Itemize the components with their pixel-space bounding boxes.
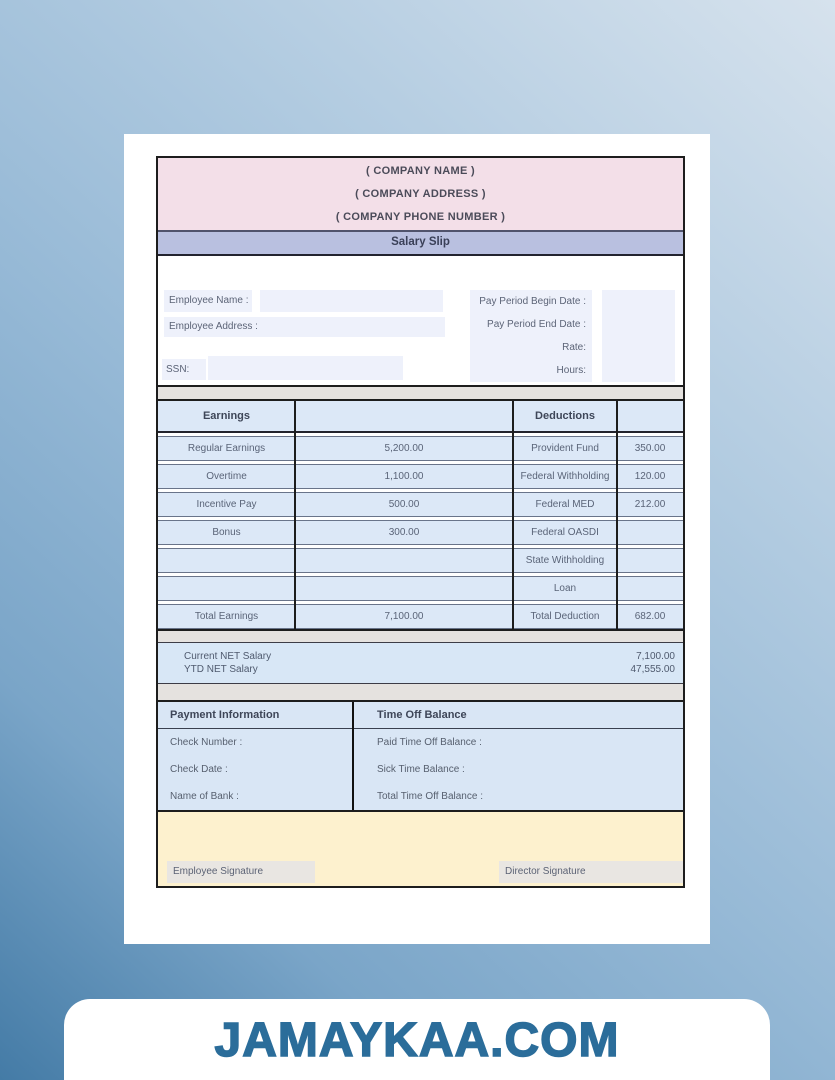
total-deduction-amount: 682.00 — [634, 611, 666, 622]
deduction-amount — [617, 577, 683, 600]
ssn-label: SSN: — [162, 359, 206, 380]
pay-period-values-field[interactable] — [602, 290, 675, 382]
company-name: ( COMPANY NAME ) — [366, 164, 475, 177]
table-row — [158, 520, 683, 545]
earning-amount: 300.00 — [388, 527, 420, 538]
current-net-salary-value: 7,100.00 — [636, 651, 675, 662]
brand-banner — [64, 999, 770, 1080]
total-earnings-amount: 7,100.00 — [384, 611, 424, 622]
earning-amount — [295, 549, 513, 572]
time-off-header: Time Off Balance — [377, 709, 467, 721]
company-address: ( COMPANY ADDRESS ) — [355, 187, 486, 200]
earning-amount: 1,100.00 — [384, 471, 424, 482]
current-net-salary-label: Current NET Salary — [184, 651, 272, 662]
deduction-label: Federal MED — [535, 499, 595, 510]
deduction-amount: 350.00 — [634, 443, 666, 454]
salary-slip-document — [156, 156, 685, 888]
net-salary-section — [158, 642, 683, 684]
earnings-deductions-table — [158, 399, 683, 629]
earning-label: Overtime — [206, 471, 247, 482]
earning-label — [158, 549, 295, 572]
section-divider — [158, 629, 683, 642]
payment-info-header: Payment Information — [170, 709, 280, 721]
total-deduction-label: Total Deduction — [530, 611, 600, 622]
company-header — [158, 158, 683, 230]
ytd-net-salary-label: YTD NET Salary — [184, 664, 258, 675]
employee-signature-box: Employee Signature — [167, 861, 315, 883]
pay-period-end-label: Pay Period End Date : — [487, 318, 586, 330]
employee-name-field[interactable] — [260, 290, 443, 312]
earning-amount: 5,200.00 — [384, 443, 424, 454]
salary-slip-page — [124, 134, 710, 944]
deduction-amount: 120.00 — [634, 471, 666, 482]
table-row — [158, 576, 683, 601]
section-divider — [158, 684, 683, 702]
deduction-label: State Withholding — [525, 555, 605, 566]
earning-amount — [295, 577, 513, 600]
deductions-header: Deductions — [535, 410, 595, 422]
ssn-field[interactable] — [208, 356, 403, 380]
table-total-row — [158, 604, 683, 629]
deduction-label: Loan — [553, 583, 577, 594]
payment-timeoff-section — [158, 702, 683, 810]
table-column-divider — [512, 401, 514, 629]
ytd-net-salary-value: 47,555.00 — [630, 664, 675, 675]
total-earnings-label: Total Earnings — [194, 611, 259, 622]
employee-address-field[interactable] — [263, 317, 445, 337]
earning-label: Regular Earnings — [187, 443, 266, 454]
hours-label: Hours: — [556, 364, 586, 376]
section-divider — [158, 385, 683, 399]
rate-label: Rate: — [562, 341, 586, 353]
deduction-label: Provident Fund — [531, 443, 599, 454]
deduction-amount — [617, 521, 683, 544]
section-column-divider — [352, 702, 354, 810]
bank-name-label: Name of Bank : — [170, 791, 239, 802]
pay-period-labels — [470, 290, 592, 382]
company-phone: ( COMPANY PHONE NUMBER ) — [335, 210, 506, 223]
deduction-label: Federal OASDI — [531, 527, 599, 538]
table-column-divider — [294, 401, 296, 629]
table-row — [158, 492, 683, 517]
deduction-label: Federal Withholding — [520, 471, 610, 482]
table-row — [158, 464, 683, 489]
employee-address-label: Employee Address : — [164, 317, 263, 337]
brand-name: JAMAYKAA.COM — [214, 1014, 620, 1067]
signature-section — [158, 810, 683, 886]
earning-label — [158, 577, 295, 600]
paid-time-off-label: Paid Time Off Balance : — [377, 737, 482, 748]
table-column-divider — [616, 401, 618, 629]
earnings-header: Earnings — [202, 410, 251, 422]
sick-time-label: Sick Time Balance : — [377, 764, 465, 775]
deduction-amount: 212.00 — [634, 499, 666, 510]
check-number-label: Check Number : — [170, 737, 243, 748]
table-header-row — [158, 401, 683, 433]
pay-period-begin-label: Pay Period Begin Date : — [479, 295, 586, 307]
table-row — [158, 436, 683, 461]
deduction-amount — [617, 549, 683, 572]
earning-label: Incentive Pay — [196, 499, 257, 510]
check-date-label: Check Date : — [170, 764, 228, 775]
document-title: Salary Slip — [158, 230, 683, 256]
employee-name-label: Employee Name : — [164, 290, 252, 312]
earning-label: Bonus — [212, 527, 241, 538]
total-time-off-label: Total Time Off Balance : — [377, 791, 483, 802]
director-signature-box: Director Signature — [499, 861, 683, 883]
earning-amount: 500.00 — [388, 499, 420, 510]
table-row — [158, 548, 683, 573]
employee-info-section — [158, 256, 683, 385]
